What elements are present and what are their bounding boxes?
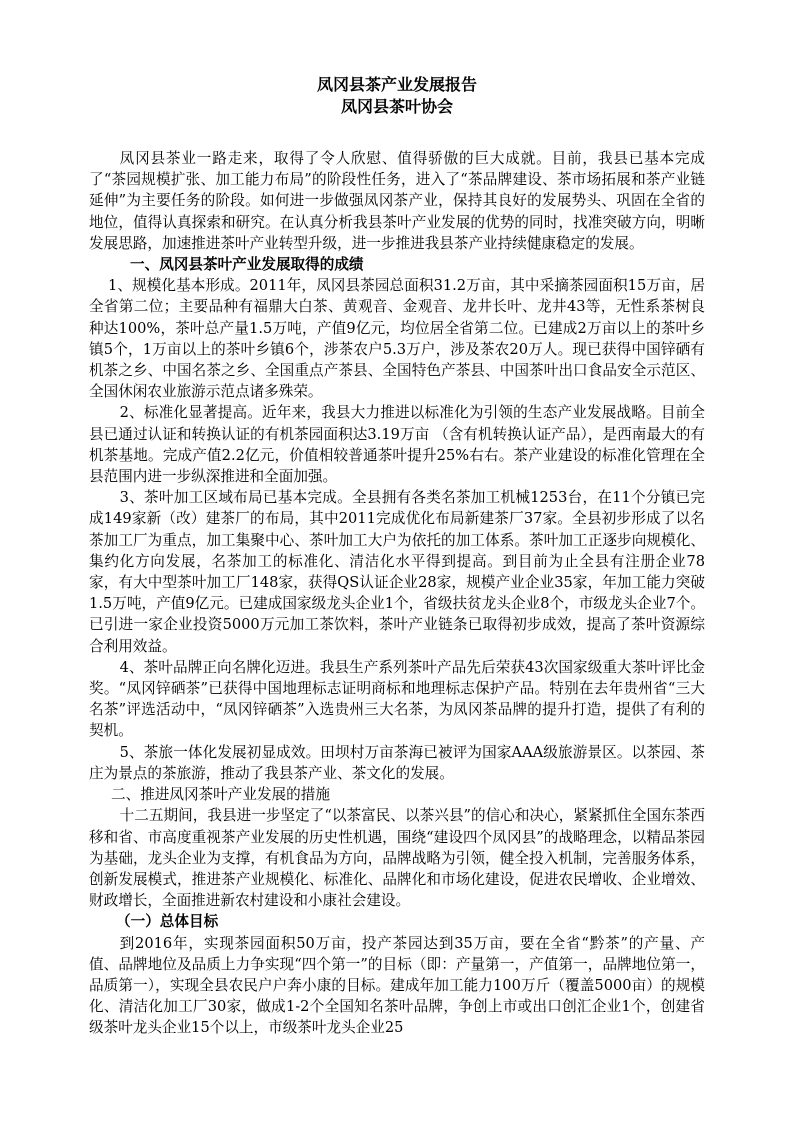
section2-paragraph: 十二五期间，我县进一步坚定了“以茶富民、以茶兴县”的信心和决心，紧紧抓住全国东茶西移和省、市高度重视茶产业发展的历史性机遇，围绕“建设四个凤冈县”的战略理念，以精品茶园为基础，龙头企业为支撑，有机食品为方向，品牌战略为引领，健全投入机制，完善服务体系，创新发展模式，推进茶产业规模化、标准化、品牌化和市场化建设，促进农民增收、企业增效、财政增长，全面推进新农村建设和小康社会建设。 xyxy=(89,807,705,910)
section1-heading: 一、凤冈县茶叶产业发展取得的成绩 xyxy=(130,256,364,274)
item2-paragraph: 2、标准化显著提高。近年来，我县大力推进以标准化为引领的生态产业发展战略。目前全县已通过认证和转换认证的有机茶园面积达3.19万亩 （含有机转换认证产品），是西南最大的有机茶基地。完成产值2.2亿元，价值相较普通茶叶提升25%右右。茶产业建设的标准化管理在全县范围内进一步纵深推进和全面加强。 xyxy=(89,404,705,486)
document-title: 凤冈县茶产业发展报告 xyxy=(316,75,477,94)
intro-paragraph: 凤冈县茶业一路走来，取得了令人欣慰、值得骄傲的巨大成就。目前，我县已基本完成了“茶园规模扩张、加工能力布局”的阶段性任务，进入了“茶品牌建设、茶市场拓展和茶产业链延伸”为主要任务的阶段。如何进一步做强凤冈茶产业，保持其良好的发展势头、巩固在全省的地位，值得认真探索和研究。在认真分析我县茶叶产业发展的优势的同时，找准突破方向，明晰发展思路，加速推进茶叶产业转型升级，进一步推进我县茶产业持续健康稳定的发展。 xyxy=(89,150,705,252)
item1-paragraph: 1、规模化基本形成。2011年，凤冈县茶园总面积31.2万亩，其中采摘茶园面积15万亩，居全省第二位；主要品种有福鼎大白茶、黄观音、金观音、龙井长叶、龙井43等，无性系茶树良种达100%，茶叶总产量1.5万吨，产值9亿元，均位居全省第二位。已建成2万亩以上的茶叶乡镇5个，1万亩以上的茶叶乡镇6个，涉茶农户5.3万户，涉及茶农20万人。现已获得中国锌硒有机茶之乡、中国名茶之乡、全国重点产茶县、全国特色产茶县、中国茶叶出口食品安全示范区、全国休闲农业旅游示范点诸多殊荣。 xyxy=(89,277,705,401)
subsection1-heading: （一）总体目标 xyxy=(116,913,219,931)
document-body xyxy=(89,148,705,1039)
section2-heading: 二、推进凤冈茶叶产业发展的措施 xyxy=(111,786,330,804)
subsection1-paragraph: 到2016年，实现茶园面积50万亩，投产茶园达到35万亩，要在全省“黔茶”的产量、产值、品牌地位及品质上力争实现“四个第一”的目标（即：产量第一，产值第一，品牌地位第一，品质第一），实现全县农民户户奔小康的目标。建成年加工能力100万斤（覆盖5000亩）的规模化、清洁化加工厂30家，做成1-2个全国知名茶叶品牌，争创上市或出口创汇企业1个，创建省级茶叶龙头企业15个以上，市级茶叶龙头企业25 xyxy=(89,934,705,1037)
item4-paragraph: 4、茶叶品牌正向名牌化迈进。我县生产系列茶叶产品先后荣获43次国家级重大茶叶评比金奖。“凤冈锌硒茶”已获得中国地理标志证明商标和地理标志保护产品。特别在去年贵州省“三大名茶”评选活动中，“凤冈锌硒茶”入选贵州三大名茶，为凤冈茶品牌的提升打造，提供了有利的契机。 xyxy=(89,658,705,740)
item5-paragraph: 5、茶旅一体化发展初显成效。田坝村万亩茶海已被评为国家AAA级旅游景区。以茶园、茶庄为景点的茶旅游，推动了我县茶产业、茶文化的发展。 xyxy=(89,743,705,782)
document-subtitle: 凤冈县茶叶协会 xyxy=(340,97,453,116)
item3-paragraph: 3、茶叶加工区域布局已基本完成。全县拥有各类名茶加工机械1253台，在11个分镇已完成149家新（改）建茶厂的布局，其中2011完成优化布局新建茶厂37家。全县初步形成了以名茶加工厂为重点，加工集聚中心、茶叶加工大户为依托的加工体系。茶叶加工正逐步向规模化、集约化方向发展，名茶加工的标准化、清洁化水平得到提高。到目前为止全县有注册企业78家，有大中型茶叶加工厂148家，获得QS认证企业28家，规模产业企业35家，年加工能力突破1.5万吨，产值9亿元。已建成国家级龙头企业1个，省级扶贫龙头企业8个，市级龙头企业7个。已引进一家企业投资5000万元加工茶饮料，茶叶产业链条已取得初步成效，提高了茶叶资源综合利用效益。 xyxy=(89,489,705,655)
